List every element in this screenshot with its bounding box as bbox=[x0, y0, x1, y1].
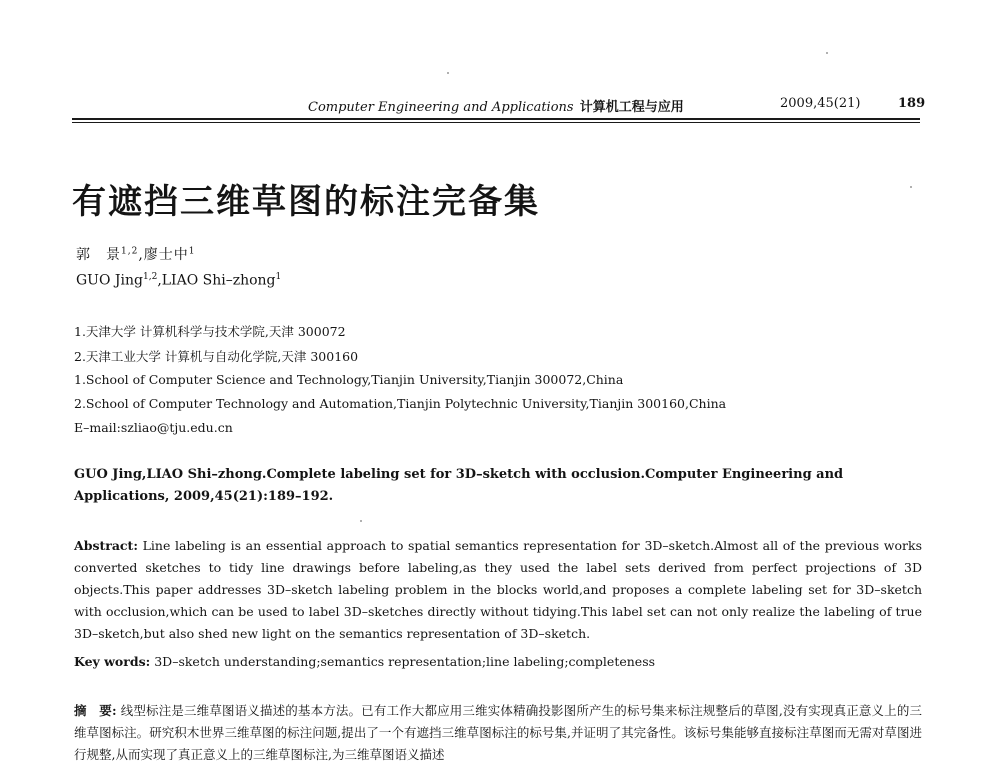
author-2-cn: ,廖士中 bbox=[138, 247, 189, 263]
scan-speck bbox=[826, 52, 828, 54]
scan-speck bbox=[447, 72, 449, 74]
abstract bbox=[74, 535, 922, 645]
cn-abstract bbox=[74, 700, 922, 766]
affiliation-2-en: 2.School of Computer Technology and Automation,Tianjin Polytechnic University,Tianjin 300160,China bbox=[74, 396, 727, 411]
header-rule bbox=[72, 118, 920, 120]
header-rule-thin bbox=[72, 122, 920, 123]
abstract-text: Line labeling is an essential approach to spatial semantics representation for 3D–sketch.Almost all of the previous works converted sketches to tidy line drawings before labeling,as they used the label sets derived from perfect projections of 3D objects.This paper addresses 3D–sketch labeling problem in the blocks world,and proposes a complete labeling set for 3D–sketch with occlusion,which can be used to label 3D–sketches directly without tidying.This label set can not only realize the labeling of true 3D–sketch,but also shed new light on the semantics representation of 3D–sketch. bbox=[74, 538, 922, 641]
affiliation-1-en: 1.School of Computer Science and Technology,Tianjin University,Tianjin 300072,China bbox=[74, 372, 624, 387]
authors-en bbox=[76, 272, 281, 289]
affiliation-2-cn: 2.天津工业大学 计算机与自动化学院,天津 300160 bbox=[74, 349, 359, 364]
cn-abstract-label: 摘 要: bbox=[74, 703, 117, 718]
author-1-en-affil-mark: 1,2 bbox=[142, 272, 158, 282]
author-1-cn: 郭 景 bbox=[76, 247, 121, 263]
journal-name-en: Computer Engineering and Applications bbox=[308, 100, 574, 115]
keywords bbox=[74, 651, 922, 673]
abstract-label: Abstract: bbox=[74, 538, 138, 553]
journal-name-cn: 计算机工程与应用 bbox=[579, 100, 684, 115]
journal-header bbox=[308, 96, 684, 115]
author-2-en: ,LIAO Shi–zhong bbox=[157, 272, 276, 289]
email: E–mail:szliao@tju.edu.cn bbox=[74, 420, 233, 435]
page-number: 189 bbox=[898, 96, 926, 111]
author-1-en: GUO Jing bbox=[76, 272, 143, 289]
author-2-affil-mark: 1 bbox=[188, 246, 196, 257]
keywords-label: Key words: bbox=[74, 654, 151, 669]
author-2-en-affil-mark: 1 bbox=[275, 272, 282, 282]
keywords-text: 3D–sketch understanding;semantics representation;line labeling;completeness bbox=[154, 654, 656, 669]
affiliation-1-cn: 1.天津大学 计算机科学与技术学院,天津 300072 bbox=[74, 324, 346, 339]
scan-speck bbox=[360, 520, 362, 522]
scan-speck bbox=[910, 186, 912, 188]
paper-title: 有遮挡三维草图的标注完备集 bbox=[72, 182, 540, 222]
citation: GUO Jing,LIAO Shi–zhong.Complete labeling set for 3D–sketch with occlusion.Computer Engineering and Applications, 2009,45(21):189–192. bbox=[74, 467, 844, 504]
cn-abstract-text: 线型标注是三维草图语义描述的基本方法。已有工作大都应用三维实体精确投影图所产生的标号集来标注规整后的草图,没有实现真正意义上的三维草图标注。研究积木世界三维草图的标注问题,提出了一个有遮挡三维草图标注的标号集,并证明了其完备性。该标号集能够直接标注草图而无需对草图进行规整,从而实现了真正意义上的三维草图标注,为三维草图语义描述 bbox=[74, 703, 922, 762]
authors-cn bbox=[76, 244, 196, 264]
issue-info: 2009,45(21) bbox=[780, 96, 861, 111]
author-1-affil-mark: 1,2 bbox=[121, 246, 139, 257]
